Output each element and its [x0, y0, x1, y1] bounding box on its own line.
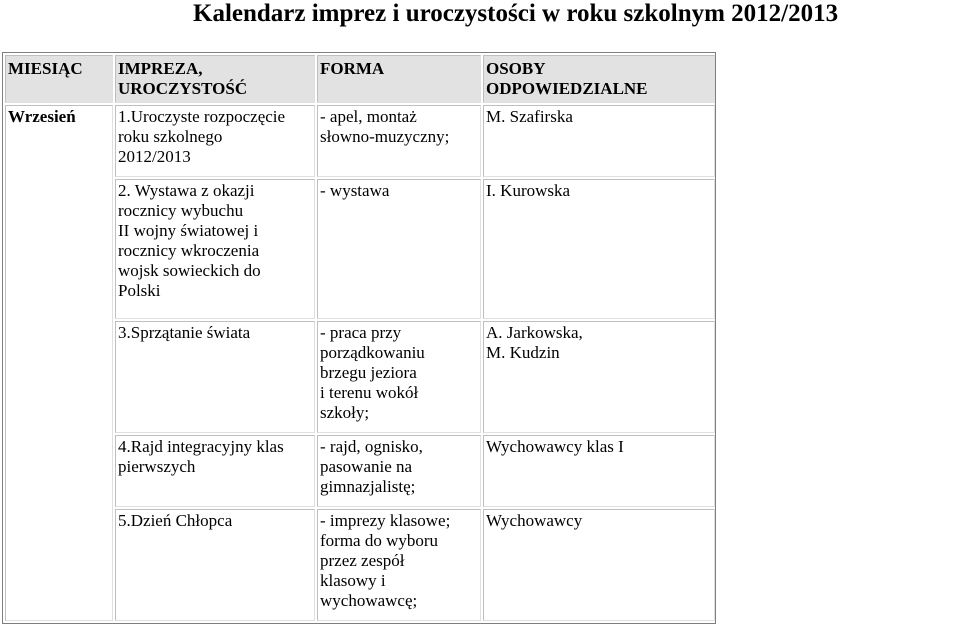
responsible-cell: M. Szafirska: [483, 105, 715, 177]
table-body: [5, 105, 715, 621]
responsible-cell: Wychowawcy: [483, 509, 715, 621]
responsible-cell: I. Kurowska: [483, 179, 715, 319]
schedule-table: [3, 53, 717, 623]
event-cell: 1.Uroczyste rozpoczęcie roku szkolnego 2012/2013: [115, 105, 315, 177]
form-cell: - imprezy klasowe; forma do wyboru przez zespół klasowy i wychowawcę;: [317, 509, 481, 621]
event-cell: 4.Rajd integracyjny klas pierwszych: [115, 435, 315, 507]
table-header-row: [5, 55, 715, 103]
form-cell: - wystawa: [317, 179, 481, 319]
schedule-table-frame: [2, 52, 716, 624]
header-event: IMPREZA, UROCZYSTOŚĆ: [115, 55, 315, 103]
header-month: MIESIĄC: [5, 55, 113, 103]
form-cell: - rajd, ognisko, pasowanie na gimnazjalistę;: [317, 435, 481, 507]
event-cell: 2. Wystawa z okazji rocznicy wybuchu II wojny światowej i rocznicy wkroczenia wojsk sowieckich do Polski: [115, 179, 315, 319]
responsible-cell: A. Jarkowska, M. Kudzin: [483, 321, 715, 433]
page-title: Kalendarz imprez i uroczystości w roku szkolnym 2012/2013: [193, 0, 839, 27]
header-responsible: OSOBY ODPOWIEDZIALNE: [483, 55, 715, 103]
responsible-cell: Wychowawcy klas I: [483, 435, 715, 507]
event-cell: 3.Sprzątanie świata: [115, 321, 315, 433]
form-cell: - apel, montaż słowno-muzyczny;: [317, 105, 481, 177]
table-row: [5, 105, 715, 177]
form-cell: - praca przy porządkowaniu brzegu jeziora i terenu wokół szkoły;: [317, 321, 481, 433]
header-form: FORMA: [317, 55, 481, 103]
month-cell: Wrzesień: [5, 105, 113, 621]
event-cell: 5.Dzień Chłopca: [115, 509, 315, 621]
